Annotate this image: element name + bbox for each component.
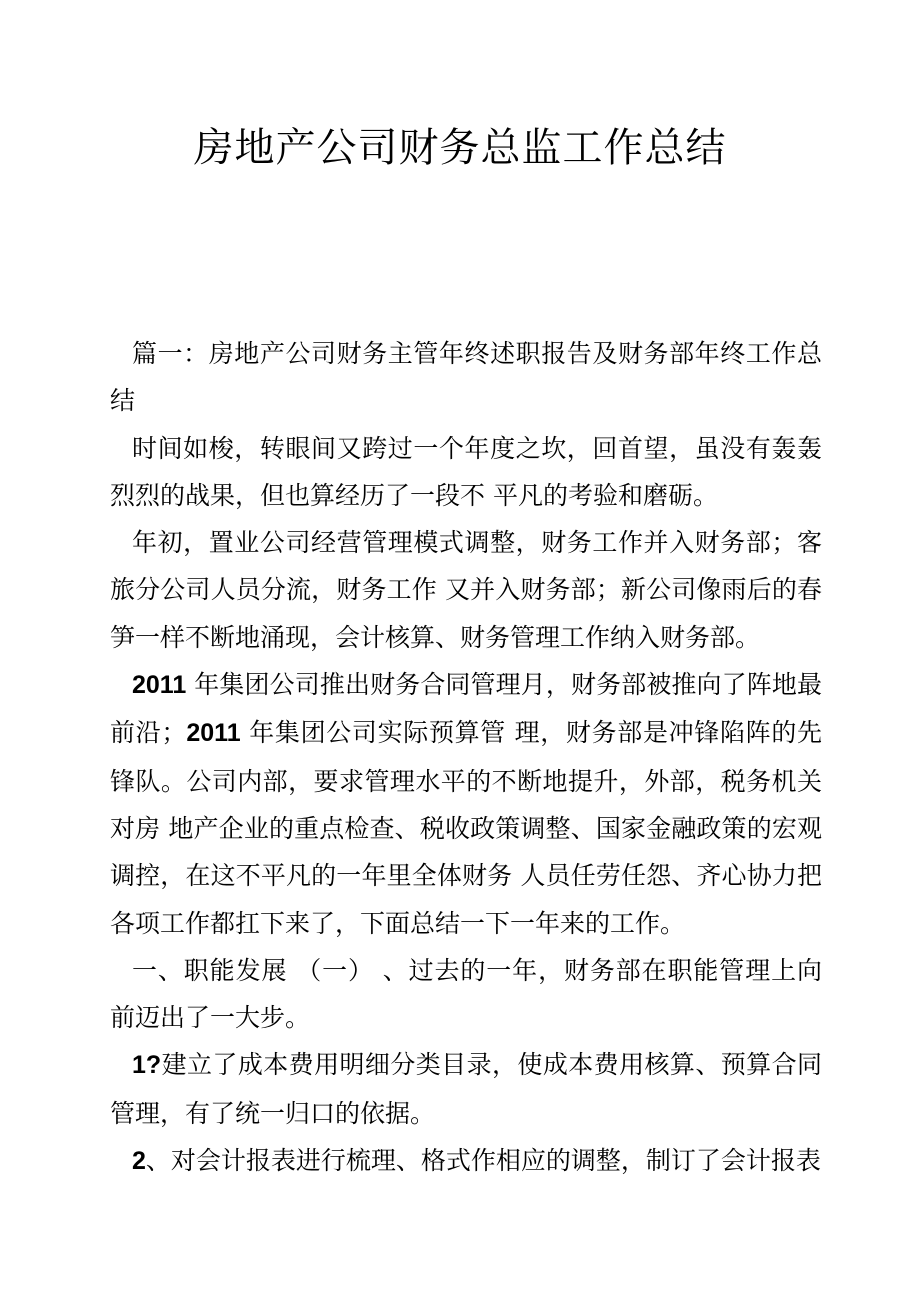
paragraph-text: 年初，置业公司经营管理模式调整，财务工作并入财务部；客旅分公司人员分流，财务工作 又并入财务部；新公司像雨后的春笋一样不断地涌现，会计核算、财务管理工作纳入财务部。 (110, 528, 822, 652)
list-item-number: 1? (132, 1051, 162, 1080)
paragraph (110, 519, 822, 661)
year-number: 2011 (132, 671, 187, 700)
year-number: 2011 (186, 719, 241, 748)
paragraph (110, 661, 822, 947)
paragraph-text: 、对会计报表进行梳理、格式作相应的调整，制订了会计报表 (145, 1146, 821, 1176)
document-body (110, 330, 822, 1185)
list-item-number: 2 (132, 1147, 146, 1176)
paragraph-text: 建立了成本费用明细分类目录，使成本费用核算、预算合同管理，有了统一归口的依据。 (110, 1050, 822, 1128)
document-title: 房地产公司财务总监工作总结 (193, 125, 727, 171)
paragraph (110, 425, 822, 520)
paragraph (110, 947, 822, 1042)
paragraph-text: 时间如梭，转眼间又跨过一个年度之坎，回首望，虽没有轰轰烈烈的战果，但也算经历了一段不 平凡的考验和磨砺。 (110, 433, 822, 510)
paragraph-text: 一、职能发展 （一） 、过去的一年，财务部在职能管理上向前迈出了一大步。 (110, 955, 822, 1033)
paragraph-text: 篇一：房地产公司财务主管年终述职报告及财务部年终工作总结 (110, 339, 822, 416)
paragraph-text: 年集团公司推出财务合同管理月，财务部被推向了阵地最前沿； (110, 670, 822, 748)
paragraph-heading (110, 330, 822, 425)
paragraph-text: 年集团公司实际预算管 理，财务部是冲锋陷阵的先锋队。公司内部，要求管理水平的不断地提升，外部，税务机关对房 地产企业的重点检查、税收政策调整、国家金融政策的宏观调控，在这不平凡的一年里全体财务 人员任劳任怨、齐心协力把各项工作都扛下来了，下面总结一下一年来的工作。 (110, 718, 822, 938)
list-item (110, 1041, 822, 1137)
list-item (110, 1137, 822, 1185)
